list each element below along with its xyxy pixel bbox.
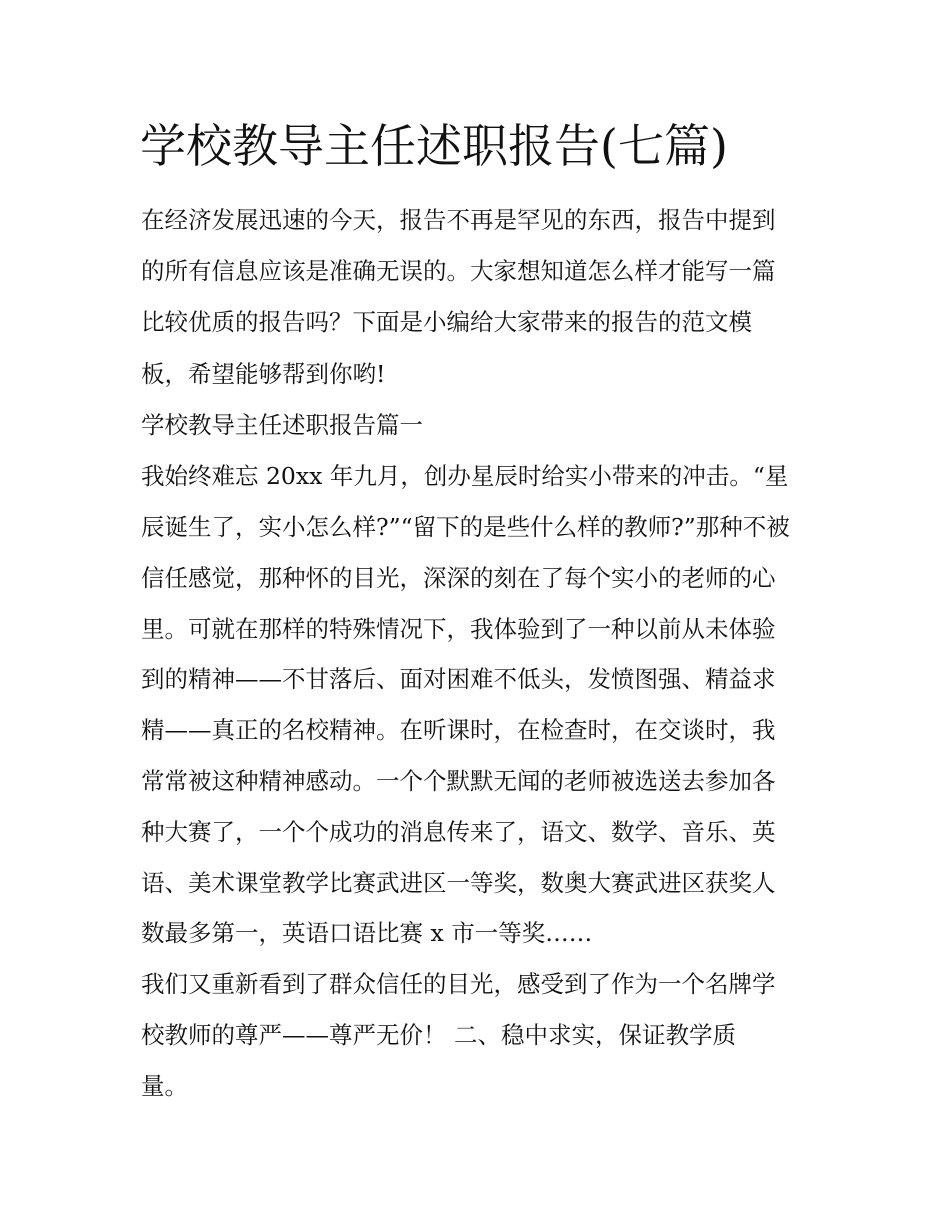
text-line-2: 的所有信息应该是准确无误的。大家想知道怎么样才能写一篇: [141, 257, 776, 285]
text-line-16: 我们又重新看到了群众信任的目光，感受到了作为一个名牌学: [141, 970, 776, 998]
text-line-8: 信任感觉，那种怀的目光，深深的刻在了每个实小的老师的心: [141, 564, 776, 592]
text-line-15: 数最多第一，英语口语比赛 x 市一等奖……: [141, 919, 593, 947]
text-line-7: 辰诞生了，实小怎么样?”“留下的是些什么样的教师?”那种不被: [141, 513, 790, 541]
text-line-18: 量。: [141, 1072, 188, 1100]
text-line-14: 语、美术课堂教学比赛武进区一等奖，数奥大赛武进区获奖人: [141, 869, 776, 897]
section-heading: 学校教导主任述职报告篇一: [141, 411, 423, 439]
document-title: 学校教导主任述职报告(七篇): [140, 119, 728, 173]
text-line-1: 在经济发展迅速的今天，报告不再是罕见的东西，报告中提到: [141, 206, 776, 234]
text-line-4: 板，希望能够帮到你哟!: [141, 360, 386, 388]
text-line-10: 到的精神——不甘落后、面对困难不低头，发愤图强、精益求: [141, 665, 776, 693]
text-line-17: 校教师的尊严——尊严无价！ 二、稳中求实，保证教学质: [141, 1021, 736, 1049]
text-line-9: 里。可就在那样的特殊情况下，我体验到了一种以前从未体验: [141, 615, 776, 643]
text-line-3: 比较优质的报告吗？下面是小编给大家带来的报告的范文模: [141, 308, 752, 336]
text-line-11: 精——真正的名校精神。在听课时，在检查时，在交谈时，我: [141, 716, 776, 744]
text-line-12: 常常被这种精神感动。一个个默默无闻的老师被选送去参加各: [141, 767, 776, 795]
text-line-13: 种大赛了，一个个成功的消息传来了，语文、数学、音乐、英: [141, 818, 776, 846]
text-line-6: 我始终难忘 20xx 年九月，创办星辰时给实小带来的冲击。“星: [141, 462, 789, 490]
